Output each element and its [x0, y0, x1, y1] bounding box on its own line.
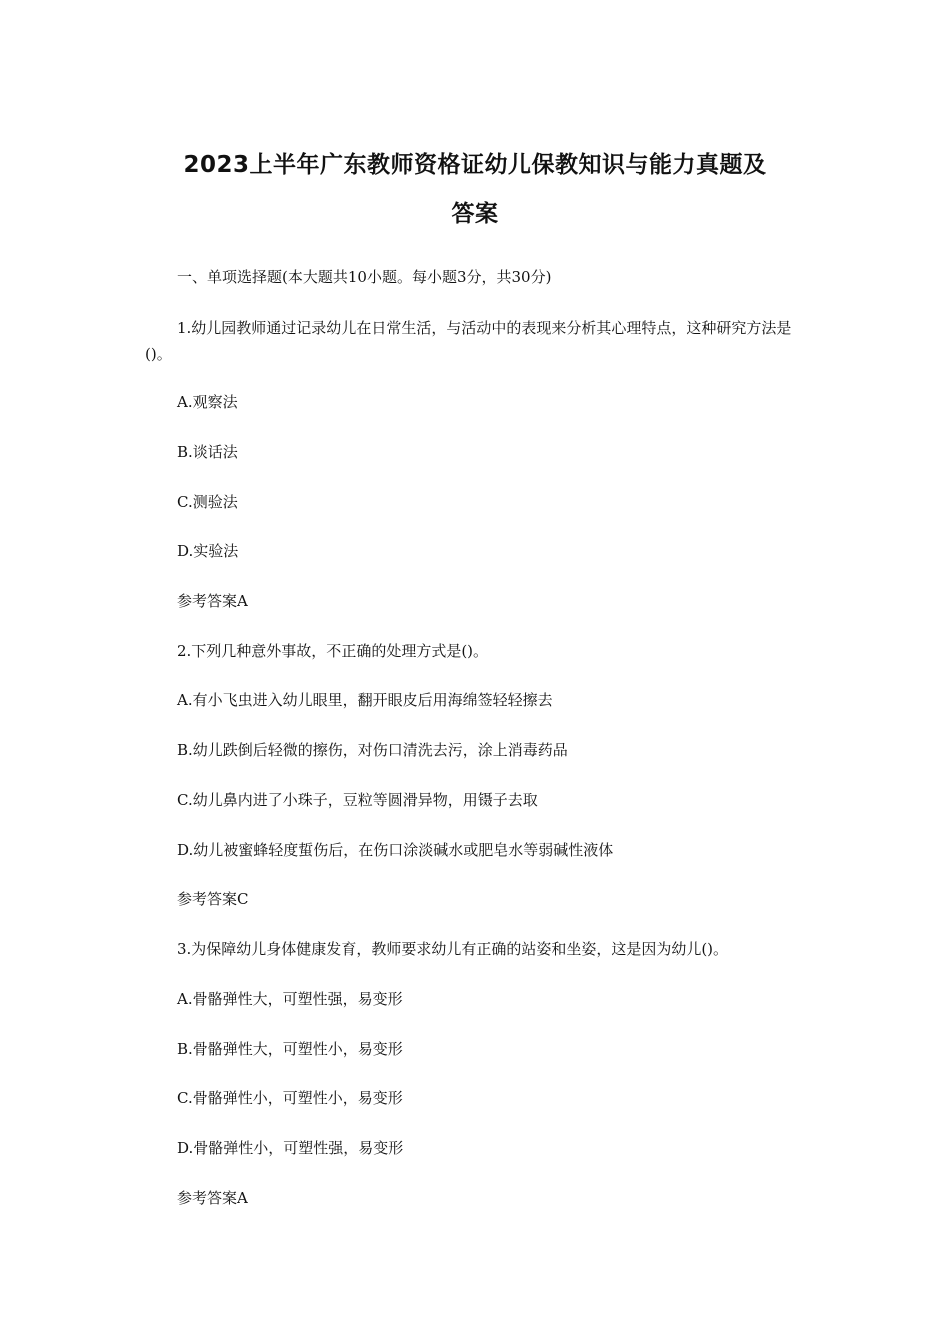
question-2-option-a: A.有小飞虫进入幼儿眼里，翻开眼皮后用海绵签轻轻擦去: [177, 691, 553, 709]
question-2-option-d: D.幼儿被蜜蜂轻度蜇伤后，在伤口涂淡碱水或肥皂水等弱碱性液体: [177, 841, 614, 859]
question-2-answer: 参考答案C: [177, 890, 249, 908]
section-heading: 一、单项选择题(本大题共10小题。每小题3分，共30分): [177, 268, 552, 286]
question-3-option-c: C.骨骼弹性小，可塑性小，易变形: [177, 1089, 403, 1107]
question-1-stem: 1.幼儿园教师通过记录幼儿在日常生活，与活动中的表现来分析其心理特点，这种研究方法是()。: [145, 319, 792, 363]
question-1-option-c: C.测验法: [177, 493, 238, 511]
question-1-option-b: B.谈话法: [177, 443, 238, 461]
question-3-stem: 3.为保障幼儿身体健康发育，教师要求幼儿有正确的站姿和坐姿，这是因为幼儿()。: [177, 940, 729, 958]
question-3-option-d: D.骨骼弹性小，可塑性强，易变形: [177, 1139, 404, 1157]
document-title-line-1: 2023上半年广东教师资格证幼儿保教知识与能力真题及: [183, 152, 767, 178]
question-3-answer: 参考答案A: [177, 1189, 248, 1207]
question-2-option-c: C.幼儿鼻内进了小珠子，豆粒等圆滑异物，用镊子去取: [177, 791, 538, 809]
question-1-option-d: D.实验法: [177, 542, 239, 560]
question-2-option-b: B.幼儿跌倒后轻微的擦伤，对伤口清洗去污，涂上消毒药品: [177, 741, 568, 759]
question-1-option-a: A.观察法: [177, 393, 238, 411]
question-1-answer: 参考答案A: [177, 592, 248, 610]
question-3-option-a: A.骨骼弹性大，可塑性强，易变形: [177, 990, 403, 1008]
question-2-stem: 2.下列几种意外事故，不正确的处理方式是()。: [177, 642, 489, 660]
document-title-line-2: 答案: [451, 201, 499, 227]
question-3-option-b: B.骨骼弹性大，可塑性小，易变形: [177, 1040, 403, 1058]
